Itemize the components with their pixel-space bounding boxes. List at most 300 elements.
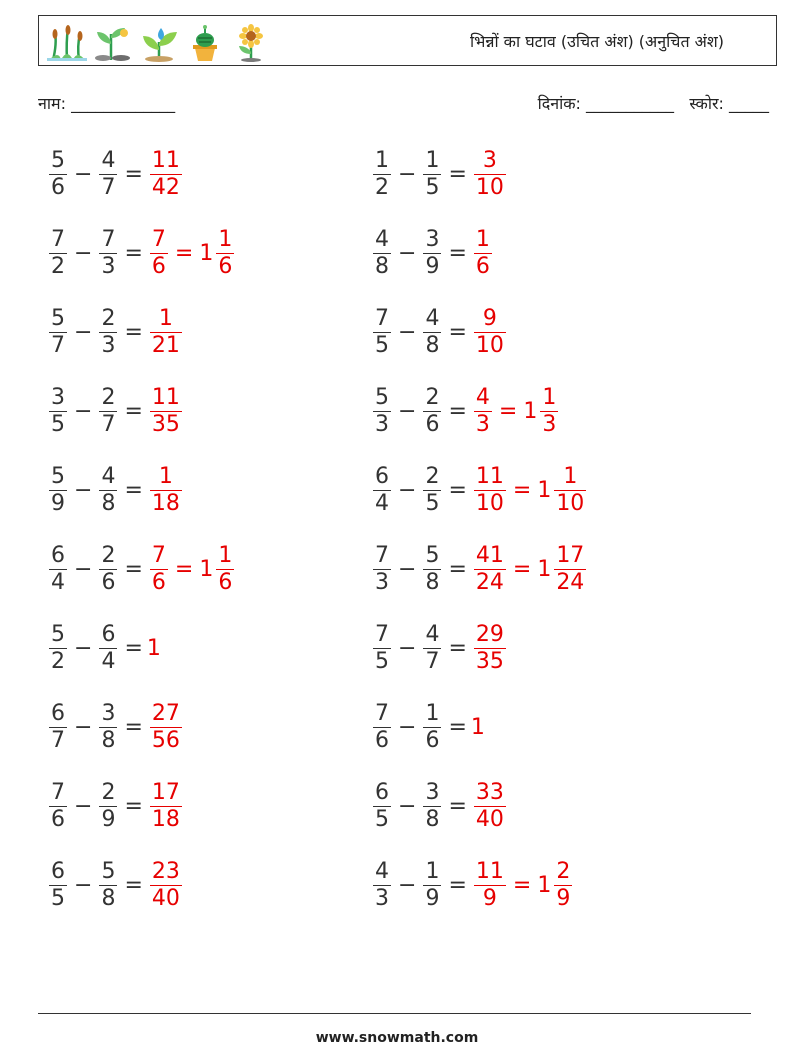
second-fraction-denominator: 9 bbox=[425, 253, 440, 279]
answer-equals-sign: = bbox=[512, 872, 532, 898]
second-fraction-numerator: 2 bbox=[425, 384, 440, 410]
answer-fraction-denominator: 6 bbox=[151, 253, 166, 279]
second-fraction-numerator: 7 bbox=[101, 226, 116, 252]
answer-fraction bbox=[150, 148, 182, 201]
first-fraction bbox=[373, 227, 391, 280]
answer bbox=[147, 306, 185, 359]
first-fraction bbox=[373, 148, 391, 201]
worksheet-title: भिन्नों का घटाव (उचित अंश) (अनुचित अंश) bbox=[469, 32, 724, 51]
second-fraction bbox=[423, 622, 441, 675]
answer bbox=[147, 543, 237, 596]
second-fraction bbox=[423, 780, 441, 833]
mixed-fraction-numerator: 1 bbox=[563, 463, 578, 489]
sunflower-icon bbox=[231, 24, 271, 62]
answer bbox=[147, 780, 185, 833]
first-fraction bbox=[373, 780, 391, 833]
first-fraction-numerator: 4 bbox=[375, 858, 389, 884]
first-fraction-denominator: 6 bbox=[375, 727, 389, 753]
answer-fraction-denominator: 40 bbox=[475, 806, 504, 832]
answer-fraction bbox=[474, 385, 492, 438]
answer-fraction-numerator: 3 bbox=[482, 147, 497, 173]
answer-fraction-denominator: 10 bbox=[475, 332, 504, 358]
answer-fraction-denominator: 40 bbox=[151, 885, 180, 911]
mixed-fraction-denominator: 9 bbox=[556, 885, 571, 911]
second-fraction-numerator: 6 bbox=[101, 621, 116, 647]
answer-fraction-numerator: 11 bbox=[151, 147, 180, 173]
problem-6 bbox=[370, 300, 509, 364]
equals-sign: = bbox=[124, 714, 143, 740]
answer-fraction-denominator: 35 bbox=[475, 648, 504, 674]
problem-13 bbox=[46, 616, 161, 680]
problem-19 bbox=[46, 853, 185, 917]
answer bbox=[471, 306, 509, 359]
second-fraction bbox=[99, 622, 117, 675]
first-fraction-numerator: 1 bbox=[375, 147, 389, 173]
first-fraction bbox=[49, 227, 67, 280]
equals-sign: = bbox=[124, 161, 143, 187]
problem-2 bbox=[370, 142, 509, 206]
answer bbox=[471, 148, 509, 201]
equals-sign: = bbox=[448, 240, 467, 266]
second-fraction-denominator: 5 bbox=[425, 490, 440, 516]
answer bbox=[147, 701, 185, 754]
equals-sign: = bbox=[448, 161, 467, 187]
potted-plant-icon bbox=[185, 24, 225, 62]
answer-fraction-numerator: 4 bbox=[475, 384, 490, 410]
second-fraction-numerator: 2 bbox=[101, 384, 116, 410]
first-fraction-numerator: 7 bbox=[375, 305, 389, 331]
answer-equals-sign: = bbox=[174, 240, 194, 266]
answer-fraction-denominator: 9 bbox=[482, 885, 497, 911]
minus-sign: − bbox=[74, 872, 93, 898]
first-fraction-denominator: 5 bbox=[375, 806, 389, 832]
answer-fraction-denominator: 6 bbox=[475, 253, 490, 279]
answer-fraction-denominator: 56 bbox=[151, 727, 180, 753]
header-box bbox=[38, 15, 777, 66]
second-fraction-denominator: 4 bbox=[101, 648, 116, 674]
footer-url: www.snowmath.com bbox=[315, 1030, 479, 1046]
mixed-whole: 1 bbox=[537, 872, 552, 898]
problem-5 bbox=[46, 300, 185, 364]
mixed-fraction-numerator: 1 bbox=[542, 384, 557, 410]
answer-fraction bbox=[474, 306, 506, 359]
problem-20 bbox=[370, 853, 575, 917]
second-fraction bbox=[423, 385, 441, 438]
equals-sign: = bbox=[448, 714, 467, 740]
first-fraction bbox=[373, 859, 391, 912]
mixed-fraction-numerator: 1 bbox=[218, 226, 233, 252]
score-field: स्कोर: _____ bbox=[689, 94, 769, 113]
answer bbox=[471, 780, 509, 833]
answer bbox=[471, 227, 495, 280]
first-fraction-denominator: 2 bbox=[375, 174, 389, 200]
answer bbox=[471, 464, 589, 517]
first-fraction-denominator: 2 bbox=[51, 648, 65, 674]
problem-17 bbox=[46, 774, 185, 838]
answer-fraction-numerator: 27 bbox=[151, 700, 180, 726]
equals-sign: = bbox=[124, 477, 143, 503]
first-fraction bbox=[373, 701, 391, 754]
answer-fraction bbox=[474, 543, 506, 596]
first-fraction-numerator: 4 bbox=[375, 226, 389, 252]
mixed-fraction bbox=[216, 227, 234, 280]
answer-fraction bbox=[474, 464, 506, 517]
answer bbox=[147, 227, 237, 280]
equals-sign: = bbox=[448, 398, 467, 424]
first-fraction-numerator: 7 bbox=[51, 779, 65, 805]
answer-equals-sign: = bbox=[174, 556, 194, 582]
equals-sign: = bbox=[448, 477, 467, 503]
first-fraction-numerator: 5 bbox=[51, 463, 65, 489]
answer-fraction bbox=[474, 227, 492, 280]
mixed-fraction-denominator: 3 bbox=[542, 411, 557, 437]
first-fraction-denominator: 2 bbox=[51, 253, 65, 279]
answer-fraction-numerator: 29 bbox=[475, 621, 504, 647]
second-fraction bbox=[99, 148, 117, 201]
answer-fraction-numerator: 17 bbox=[151, 779, 180, 805]
first-fraction-numerator: 7 bbox=[375, 621, 389, 647]
second-fraction-numerator: 1 bbox=[425, 147, 440, 173]
mixed-fraction-denominator: 6 bbox=[218, 253, 233, 279]
second-fraction-numerator: 1 bbox=[425, 700, 440, 726]
second-fraction-numerator: 2 bbox=[101, 305, 116, 331]
first-fraction-denominator: 3 bbox=[375, 411, 389, 437]
answer-fraction bbox=[474, 148, 506, 201]
second-fraction-denominator: 6 bbox=[425, 411, 440, 437]
answer bbox=[471, 385, 561, 438]
mixed-whole: 1 bbox=[199, 556, 214, 582]
mixed-whole: 1 bbox=[523, 398, 538, 424]
minus-sign: − bbox=[398, 477, 417, 503]
equals-sign: = bbox=[124, 872, 143, 898]
answer-fraction bbox=[150, 859, 182, 912]
first-fraction-denominator: 4 bbox=[375, 490, 389, 516]
minus-sign: − bbox=[74, 714, 93, 740]
second-fraction-denominator: 3 bbox=[101, 253, 116, 279]
second-fraction-numerator: 3 bbox=[425, 226, 440, 252]
mixed-fraction-numerator: 17 bbox=[556, 542, 585, 568]
second-fraction-numerator: 4 bbox=[425, 621, 440, 647]
second-fraction-numerator: 4 bbox=[101, 147, 116, 173]
mixed-whole: 1 bbox=[537, 477, 552, 503]
answer-fraction-denominator: 35 bbox=[151, 411, 180, 437]
first-fraction bbox=[49, 622, 67, 675]
first-fraction-numerator: 5 bbox=[51, 621, 65, 647]
second-fraction bbox=[423, 859, 441, 912]
first-fraction bbox=[49, 543, 67, 596]
answer-fraction bbox=[474, 622, 506, 675]
second-fraction bbox=[99, 859, 117, 912]
first-fraction bbox=[49, 464, 67, 517]
answer-fraction bbox=[150, 701, 182, 754]
first-fraction-numerator: 3 bbox=[51, 384, 65, 410]
answer-fraction-numerator: 1 bbox=[158, 305, 173, 331]
answer bbox=[147, 464, 185, 517]
equals-sign: = bbox=[448, 872, 467, 898]
first-fraction-denominator: 8 bbox=[375, 253, 389, 279]
second-fraction-numerator: 3 bbox=[101, 700, 116, 726]
answer-fraction-numerator: 1 bbox=[158, 463, 173, 489]
second-fraction-denominator: 8 bbox=[425, 569, 440, 595]
equals-sign: = bbox=[448, 319, 467, 345]
mixed-fraction-denominator: 6 bbox=[218, 569, 233, 595]
minus-sign: − bbox=[398, 635, 417, 661]
answer-equals-sign: = bbox=[512, 556, 532, 582]
minus-sign: − bbox=[74, 319, 93, 345]
second-fraction-denominator: 6 bbox=[101, 569, 116, 595]
second-fraction-denominator: 8 bbox=[101, 885, 116, 911]
minus-sign: − bbox=[398, 714, 417, 740]
second-fraction-denominator: 6 bbox=[425, 727, 440, 753]
second-fraction-numerator: 5 bbox=[425, 542, 440, 568]
answer bbox=[147, 148, 185, 201]
second-fraction-denominator: 8 bbox=[425, 332, 440, 358]
answer-fraction bbox=[150, 227, 168, 280]
answer-fraction bbox=[474, 780, 506, 833]
answer-fraction-denominator: 10 bbox=[475, 174, 504, 200]
minus-sign: − bbox=[74, 556, 93, 582]
first-fraction bbox=[373, 385, 391, 438]
first-fraction bbox=[373, 306, 391, 359]
first-fraction bbox=[49, 780, 67, 833]
first-fraction bbox=[373, 622, 391, 675]
first-fraction bbox=[373, 543, 391, 596]
reeds-icon bbox=[47, 24, 87, 62]
first-fraction-numerator: 6 bbox=[375, 463, 389, 489]
equals-sign: = bbox=[124, 556, 143, 582]
answer bbox=[147, 385, 185, 438]
answer-fraction bbox=[150, 385, 182, 438]
header-icons bbox=[47, 22, 271, 62]
mixed-fraction bbox=[540, 385, 558, 438]
equals-sign: = bbox=[124, 398, 143, 424]
first-fraction-denominator: 7 bbox=[51, 727, 65, 753]
answer-fraction-numerator: 33 bbox=[475, 779, 504, 805]
second-fraction bbox=[99, 543, 117, 596]
watering-leaf-icon bbox=[139, 24, 179, 62]
minus-sign: − bbox=[74, 477, 93, 503]
second-fraction bbox=[99, 306, 117, 359]
first-fraction bbox=[49, 859, 67, 912]
answer-fraction-denominator: 42 bbox=[151, 174, 180, 200]
second-fraction-denominator: 3 bbox=[101, 332, 116, 358]
equals-sign: = bbox=[448, 635, 467, 661]
answer-fraction-numerator: 41 bbox=[475, 542, 504, 568]
equals-sign: = bbox=[448, 556, 467, 582]
minus-sign: − bbox=[74, 793, 93, 819]
answer-fraction-numerator: 23 bbox=[151, 858, 180, 884]
first-fraction-denominator: 3 bbox=[375, 569, 389, 595]
second-fraction-denominator: 9 bbox=[101, 806, 116, 832]
answer-fraction-numerator: 7 bbox=[151, 226, 166, 252]
first-fraction bbox=[49, 701, 67, 754]
equals-sign: = bbox=[124, 240, 143, 266]
answer-fraction-numerator: 9 bbox=[482, 305, 497, 331]
first-fraction-denominator: 5 bbox=[51, 885, 65, 911]
problem-16 bbox=[370, 695, 485, 759]
first-fraction-numerator: 6 bbox=[51, 700, 65, 726]
second-fraction bbox=[99, 385, 117, 438]
mixed-fraction bbox=[216, 543, 234, 596]
answer-fraction-numerator: 11 bbox=[151, 384, 180, 410]
first-fraction-numerator: 7 bbox=[375, 700, 389, 726]
second-fraction-denominator: 9 bbox=[425, 885, 440, 911]
answer-fraction-denominator: 3 bbox=[475, 411, 490, 437]
minus-sign: − bbox=[398, 240, 417, 266]
first-fraction-denominator: 4 bbox=[51, 569, 65, 595]
first-fraction-numerator: 7 bbox=[375, 542, 389, 568]
answer-fraction-denominator: 24 bbox=[475, 569, 504, 595]
problem-7 bbox=[46, 379, 185, 443]
date-score-fields bbox=[538, 92, 769, 114]
name-field: नाम: _____________ bbox=[38, 94, 176, 113]
problem-12 bbox=[370, 537, 589, 601]
second-fraction-denominator: 7 bbox=[101, 174, 116, 200]
answer-fraction-denominator: 21 bbox=[151, 332, 180, 358]
answer-fraction-denominator: 18 bbox=[151, 490, 180, 516]
first-fraction-denominator: 3 bbox=[375, 885, 389, 911]
second-fraction-numerator: 5 bbox=[101, 858, 116, 884]
answer-fraction-numerator: 1 bbox=[475, 226, 490, 252]
second-fraction bbox=[99, 780, 117, 833]
first-fraction-numerator: 6 bbox=[51, 542, 65, 568]
answer-fraction bbox=[150, 543, 168, 596]
second-fraction bbox=[423, 227, 441, 280]
mixed-fraction bbox=[554, 859, 572, 912]
minus-sign: − bbox=[398, 398, 417, 424]
answer-fraction bbox=[474, 859, 506, 912]
problem-3 bbox=[46, 221, 237, 285]
minus-sign: − bbox=[398, 872, 417, 898]
minus-sign: − bbox=[74, 240, 93, 266]
mixed-fraction bbox=[554, 464, 586, 517]
minus-sign: − bbox=[74, 398, 93, 424]
answer bbox=[471, 543, 589, 596]
second-fraction bbox=[99, 701, 117, 754]
answer-fraction-numerator: 7 bbox=[151, 542, 166, 568]
first-fraction-denominator: 6 bbox=[51, 174, 65, 200]
first-fraction-numerator: 5 bbox=[375, 384, 389, 410]
answer-fraction bbox=[150, 464, 182, 517]
second-fraction bbox=[423, 464, 441, 517]
problem-11 bbox=[46, 537, 237, 601]
second-fraction bbox=[99, 227, 117, 280]
first-fraction-denominator: 7 bbox=[51, 332, 65, 358]
answer bbox=[147, 859, 185, 912]
second-fraction bbox=[423, 306, 441, 359]
answer-fraction-numerator: 11 bbox=[475, 858, 504, 884]
mixed-fraction-denominator: 10 bbox=[556, 490, 585, 516]
second-fraction-numerator: 4 bbox=[425, 305, 440, 331]
first-fraction-numerator: 5 bbox=[51, 147, 65, 173]
minus-sign: − bbox=[74, 635, 93, 661]
answer bbox=[471, 622, 509, 675]
second-fraction bbox=[99, 464, 117, 517]
problem-18 bbox=[370, 774, 509, 838]
equals-sign: = bbox=[124, 319, 143, 345]
second-fraction-denominator: 8 bbox=[425, 806, 440, 832]
problem-1 bbox=[46, 142, 185, 206]
second-fraction-numerator: 3 bbox=[425, 779, 440, 805]
plant-sprout-icon bbox=[93, 24, 133, 62]
first-fraction-numerator: 5 bbox=[51, 305, 65, 331]
second-fraction-numerator: 2 bbox=[101, 542, 116, 568]
minus-sign: − bbox=[398, 793, 417, 819]
equals-sign: = bbox=[124, 635, 143, 661]
problem-9 bbox=[46, 458, 185, 522]
first-fraction-numerator: 6 bbox=[51, 858, 65, 884]
minus-sign: − bbox=[74, 161, 93, 187]
first-fraction-denominator: 5 bbox=[375, 648, 389, 674]
problem-4 bbox=[370, 221, 495, 285]
problem-10 bbox=[370, 458, 589, 522]
second-fraction-denominator: 7 bbox=[101, 411, 116, 437]
problem-15 bbox=[46, 695, 185, 759]
footer-divider bbox=[38, 1013, 751, 1014]
answer-whole: 1 bbox=[470, 714, 485, 740]
mixed-fraction-numerator: 2 bbox=[556, 858, 571, 884]
second-fraction-denominator: 8 bbox=[101, 490, 116, 516]
answer-fraction-numerator: 11 bbox=[475, 463, 504, 489]
mixed-fraction bbox=[554, 543, 586, 596]
answer bbox=[471, 715, 485, 740]
second-fraction bbox=[423, 701, 441, 754]
second-fraction-denominator: 7 bbox=[425, 648, 440, 674]
first-fraction-numerator: 7 bbox=[51, 226, 65, 252]
equals-sign: = bbox=[124, 793, 143, 819]
second-fraction-numerator: 4 bbox=[101, 463, 116, 489]
second-fraction-numerator: 2 bbox=[101, 779, 116, 805]
first-fraction-denominator: 6 bbox=[51, 806, 65, 832]
second-fraction bbox=[423, 148, 441, 201]
first-fraction bbox=[373, 464, 391, 517]
date-field: दिनांक: ___________ bbox=[537, 94, 675, 113]
problem-8 bbox=[370, 379, 561, 443]
answer-equals-sign: = bbox=[512, 477, 532, 503]
mixed-fraction-denominator: 24 bbox=[556, 569, 585, 595]
answer-fraction-denominator: 18 bbox=[151, 806, 180, 832]
second-fraction-numerator: 1 bbox=[425, 858, 440, 884]
answer bbox=[471, 859, 575, 912]
first-fraction-numerator: 6 bbox=[375, 779, 389, 805]
mixed-fraction-numerator: 1 bbox=[218, 542, 233, 568]
first-fraction bbox=[49, 148, 67, 201]
equals-sign: = bbox=[448, 793, 467, 819]
answer-whole: 1 bbox=[146, 635, 161, 661]
mixed-whole: 1 bbox=[199, 240, 214, 266]
answer bbox=[147, 636, 161, 661]
minus-sign: − bbox=[398, 319, 417, 345]
problem-14 bbox=[370, 616, 509, 680]
answer-fraction bbox=[150, 780, 182, 833]
second-fraction-denominator: 5 bbox=[425, 174, 440, 200]
first-fraction bbox=[49, 385, 67, 438]
answer-fraction-denominator: 10 bbox=[475, 490, 504, 516]
minus-sign: − bbox=[398, 161, 417, 187]
answer-fraction-denominator: 6 bbox=[151, 569, 166, 595]
answer-equals-sign: = bbox=[498, 398, 518, 424]
mixed-whole: 1 bbox=[537, 556, 552, 582]
answer-fraction bbox=[150, 306, 182, 359]
first-fraction-denominator: 5 bbox=[51, 411, 65, 437]
second-fraction-denominator: 8 bbox=[101, 727, 116, 753]
second-fraction bbox=[423, 543, 441, 596]
second-fraction-numerator: 2 bbox=[425, 463, 440, 489]
minus-sign: − bbox=[398, 556, 417, 582]
first-fraction bbox=[49, 306, 67, 359]
first-fraction-denominator: 5 bbox=[375, 332, 389, 358]
first-fraction-denominator: 9 bbox=[51, 490, 65, 516]
